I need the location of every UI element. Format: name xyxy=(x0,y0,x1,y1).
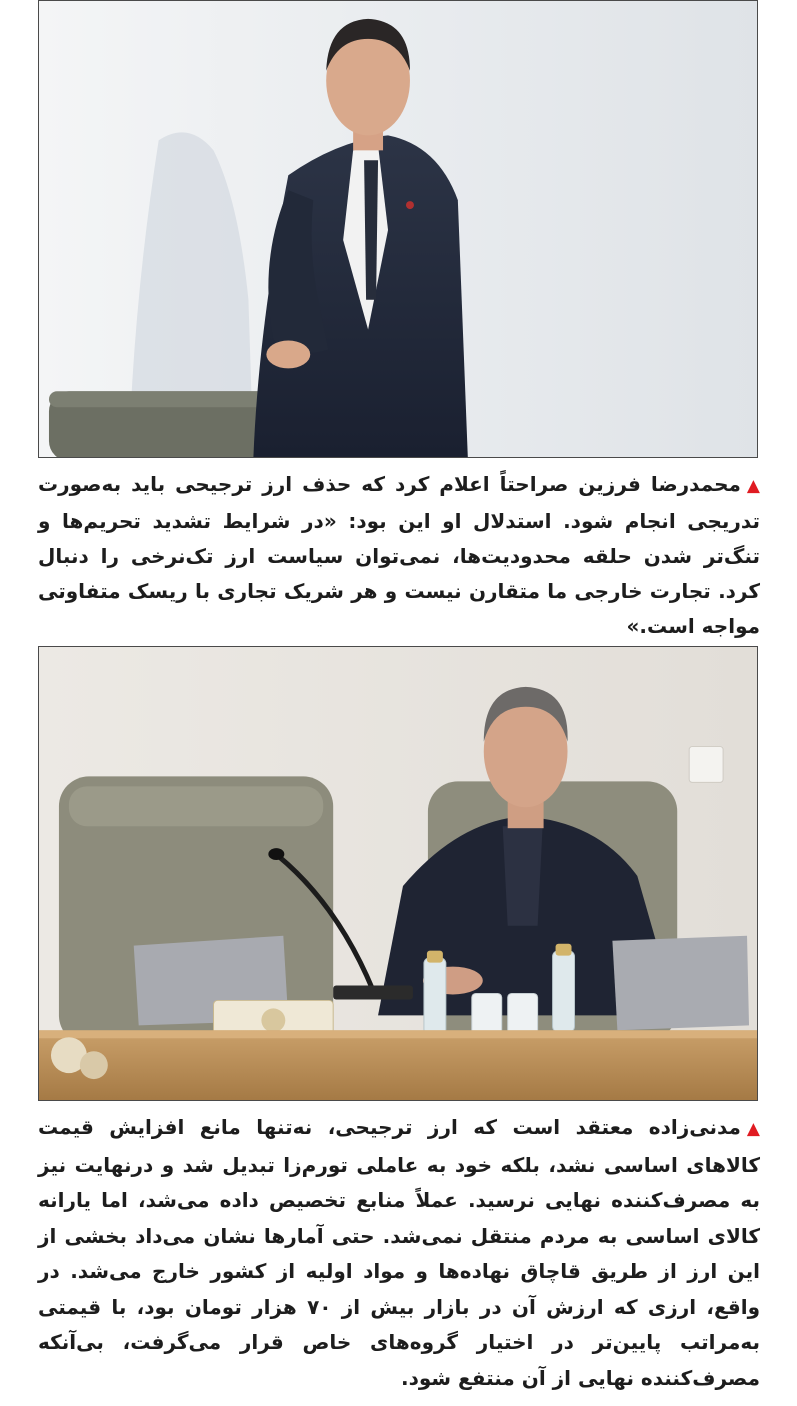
photo-farzin xyxy=(38,0,758,458)
photo-madanizadeh-illustration xyxy=(39,647,757,1100)
caption-madanizadeh xyxy=(38,1110,760,1396)
photo-farzin-illustration xyxy=(39,1,757,457)
caption-madanizadeh-text: مدنی‌زاده معتقد است که ارز ترجیحی، نه‌تنها مانع افزایش قیمت کالاهای اساسی نشد، بلکه خود به عاملی تورم‌زا تبدیل شد و درنهایت نیز به مصرف‌کننده نهایی نرسید. عملاً منابع تخصیص داده می‌شد، اما یارانه کالای اساسی به مردم منتقل نمی‌شد. حتی آمارها نشان می‌داد بخشی از این ارز از طریق قاچاق نهاده‌ها و مواد اولیه از کشور خارج می‌شد. در واقع، ارزی که ارزش آن در بازار بیش از ۷۰ هزار تومان بود، با قیمتی به‌مراتب پایین‌تر در اختیار گروه‌های خاص قرار می‌گرفت، بی‌آنکه مصرف‌کننده نهایی از آن منتفع شود. xyxy=(38,1115,761,1390)
red-triangle-icon: ▲ xyxy=(746,476,760,496)
red-triangle-icon: ▲ xyxy=(746,1119,760,1139)
caption-farzin-text: محمدرضا فرزین صراحتاً اعلام کرد که حذف ارز ترجیحی باید به‌صورت تدریجی انجام شود. استدلال او این بود: «در شرایط تشدید تحریم‌ها و تنگ‌تر شدن حلقه محدودیت‌ها، نمی‌توان سیاست ارز تک‌نرخی را دنبال کرد. تجارت خارجی ما متقارن نیست و هر شریک تجاری با ریسک متفاوتی مواجه است.» xyxy=(38,472,760,638)
photo-madanizadeh xyxy=(38,646,758,1101)
caption-farzin xyxy=(38,467,760,644)
